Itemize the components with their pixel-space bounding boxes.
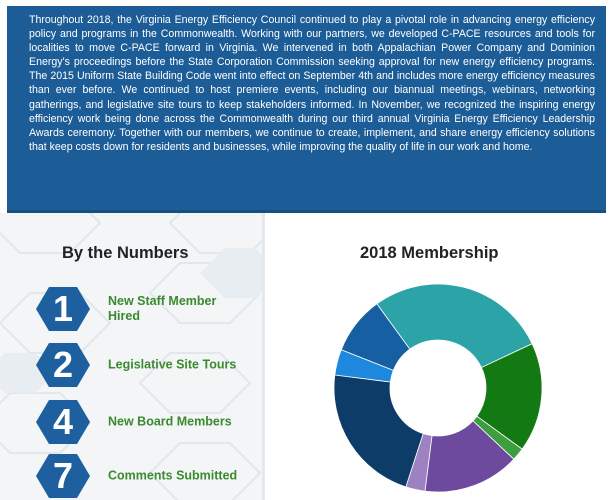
membership-donut-chart <box>332 282 544 494</box>
stat-value: 2 <box>52 344 74 385</box>
stat-row <box>36 454 256 498</box>
stat-row <box>36 343 256 387</box>
stat-row <box>36 287 256 331</box>
stat-label: Legislative Site Tours <box>108 357 237 372</box>
intro-paragraph: Throughout 2018, the Virginia Energy Efficiency Council continued to play a pivotal role in advancing energy efficiency policy and programs in the Commonwealth. Working with our partners, we developed C-PACE resources and tools for localities to move C-PACE forward in Virginia. We intervened in both Appalachian Power Company and Dominion Energy's proceedings before the State Corporation Commission seeking approval for new energy efficiency programs. The 2015 Uniform State Building Code went into effect on September 4th and includes more energy efficiency measures than ever before. We continued to host premiere events, including our biannual meetings, webinars, networking gatherings, and legislative site tours to keep stakeholders informed. In November, we recognized the inspiring energy efficiency work being done across the Commonwealth during our third annual Virginia Energy Efficiency Leadership Awards ceremony. Together with our members, we continue to create, implement, and share energy efficiency solutions that keep costs down for residents and businesses, while improving the quality of life in our work and home. <box>29 14 595 153</box>
stat-value: 7 <box>52 455 74 496</box>
intro-banner <box>7 6 606 213</box>
stat-label: Comments Submitted <box>108 468 238 483</box>
membership-title: 2018 Membership <box>360 244 499 262</box>
stat-label: New Board Members <box>108 414 232 429</box>
stat-value: 1 <box>52 288 74 329</box>
by-the-numbers-title: By the Numbers <box>62 244 189 262</box>
stat-row <box>36 400 256 444</box>
stat-label: New Staff Member Hired <box>108 294 217 323</box>
stat-value: 4 <box>52 401 74 442</box>
donut-slice-6 <box>334 375 423 487</box>
